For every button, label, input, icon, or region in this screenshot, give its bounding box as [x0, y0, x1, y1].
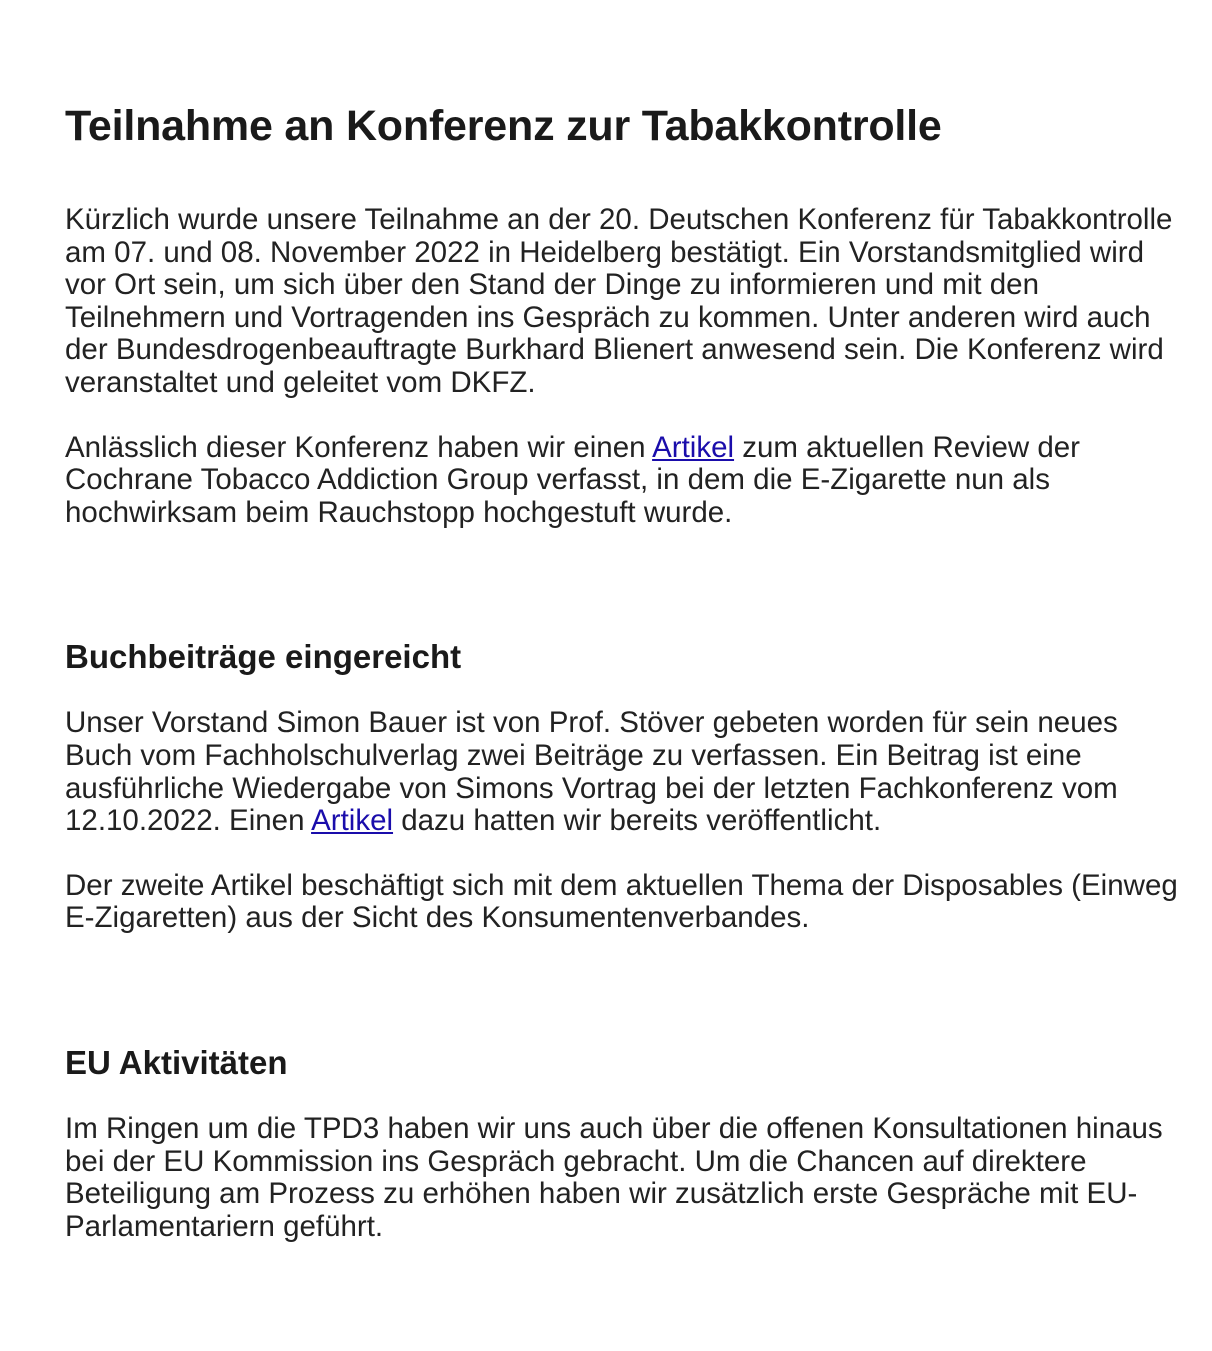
section-spacer — [65, 561, 1192, 637]
book-paragraph — [65, 707, 1192, 837]
section-title-eu: EU Aktivitäten — [65, 1043, 288, 1081]
book-paragraph-text-after: dazu hatten wir bereits veröffentlicht. — [393, 804, 882, 838]
article-paragraph-text-after: zum aktuellen Review der Cochrane Tobacco Addiction Group verfasst, in dem die E-Zigarette nun als hochwirksam beim Rauchstopp hochgestuft wurde. — [65, 430, 1081, 529]
section-eu-activities — [65, 1043, 1192, 1243]
book-paragraph-text-before: Unser Vorstand Simon Bauer ist von Prof. Stöver gebeten worden für sein neues Buch vom Fachholschulverlag zwei Beiträge zu verfassen. Ein Beitrag ist eine ausführliche Wiedergabe von Simons Vortrag bei der letzten Fachkonferenz vom 12.10.2022. Einen — [65, 706, 1118, 838]
article-paragraph-text-before: Anlässlich dieser Konferenz haben wir einen — [65, 430, 653, 464]
conference-paragraph: Kürzlich wurde unsere Teilnahme an der 20. Deutschen Konferenz für Tabakkontrolle am 07. und 08. November 2022 in Heidelberg bestätigt. Ein Vorstandsmitglied wird vor Ort sein, um sich über den Stand der Dinge zu informieren und mit den Teilnehmern und Vortragenden ins Gespräch zu kommen. Unter anderen wird auch der Bundesdrogenbeauftragte Burkhard Blienert anwesend sein. Die Konferenz wird veranstaltet und geleitet vom DKFZ. — [65, 203, 1173, 399]
section-conference — [65, 100, 1192, 529]
section-book-contributions — [65, 637, 1192, 935]
eu-paragraph: Im Ringen um die TPD3 haben wir uns auch über die offenen Konsultationen hinaus bei der EU Kommission ins Gespräch gebracht. Um die Chancen auf direktere Beteiligung am Prozess zu erhöhen haben wir zusätzlich erste Gespräche mit EU-Parlamentariern geführt. — [65, 1111, 1163, 1243]
article-link-cochrane[interactable]: Artikel — [652, 430, 735, 464]
article-link-fachkonferenz[interactable]: Artikel — [311, 804, 394, 838]
article-paragraph — [65, 432, 1192, 530]
section-spacer — [65, 967, 1192, 1043]
section-title-book: Buchbeiträge eingereicht — [65, 638, 462, 676]
disposables-paragraph: Der zweite Artikel beschäftigt sich mit dem aktuellen Thema der Disposables (Einweg E-Zigaretten) aus der Sicht des Konsumentenverbandes. — [65, 868, 1178, 935]
page-title: Teilnahme an Konferenz zur Tabakkontrolle — [65, 102, 942, 150]
